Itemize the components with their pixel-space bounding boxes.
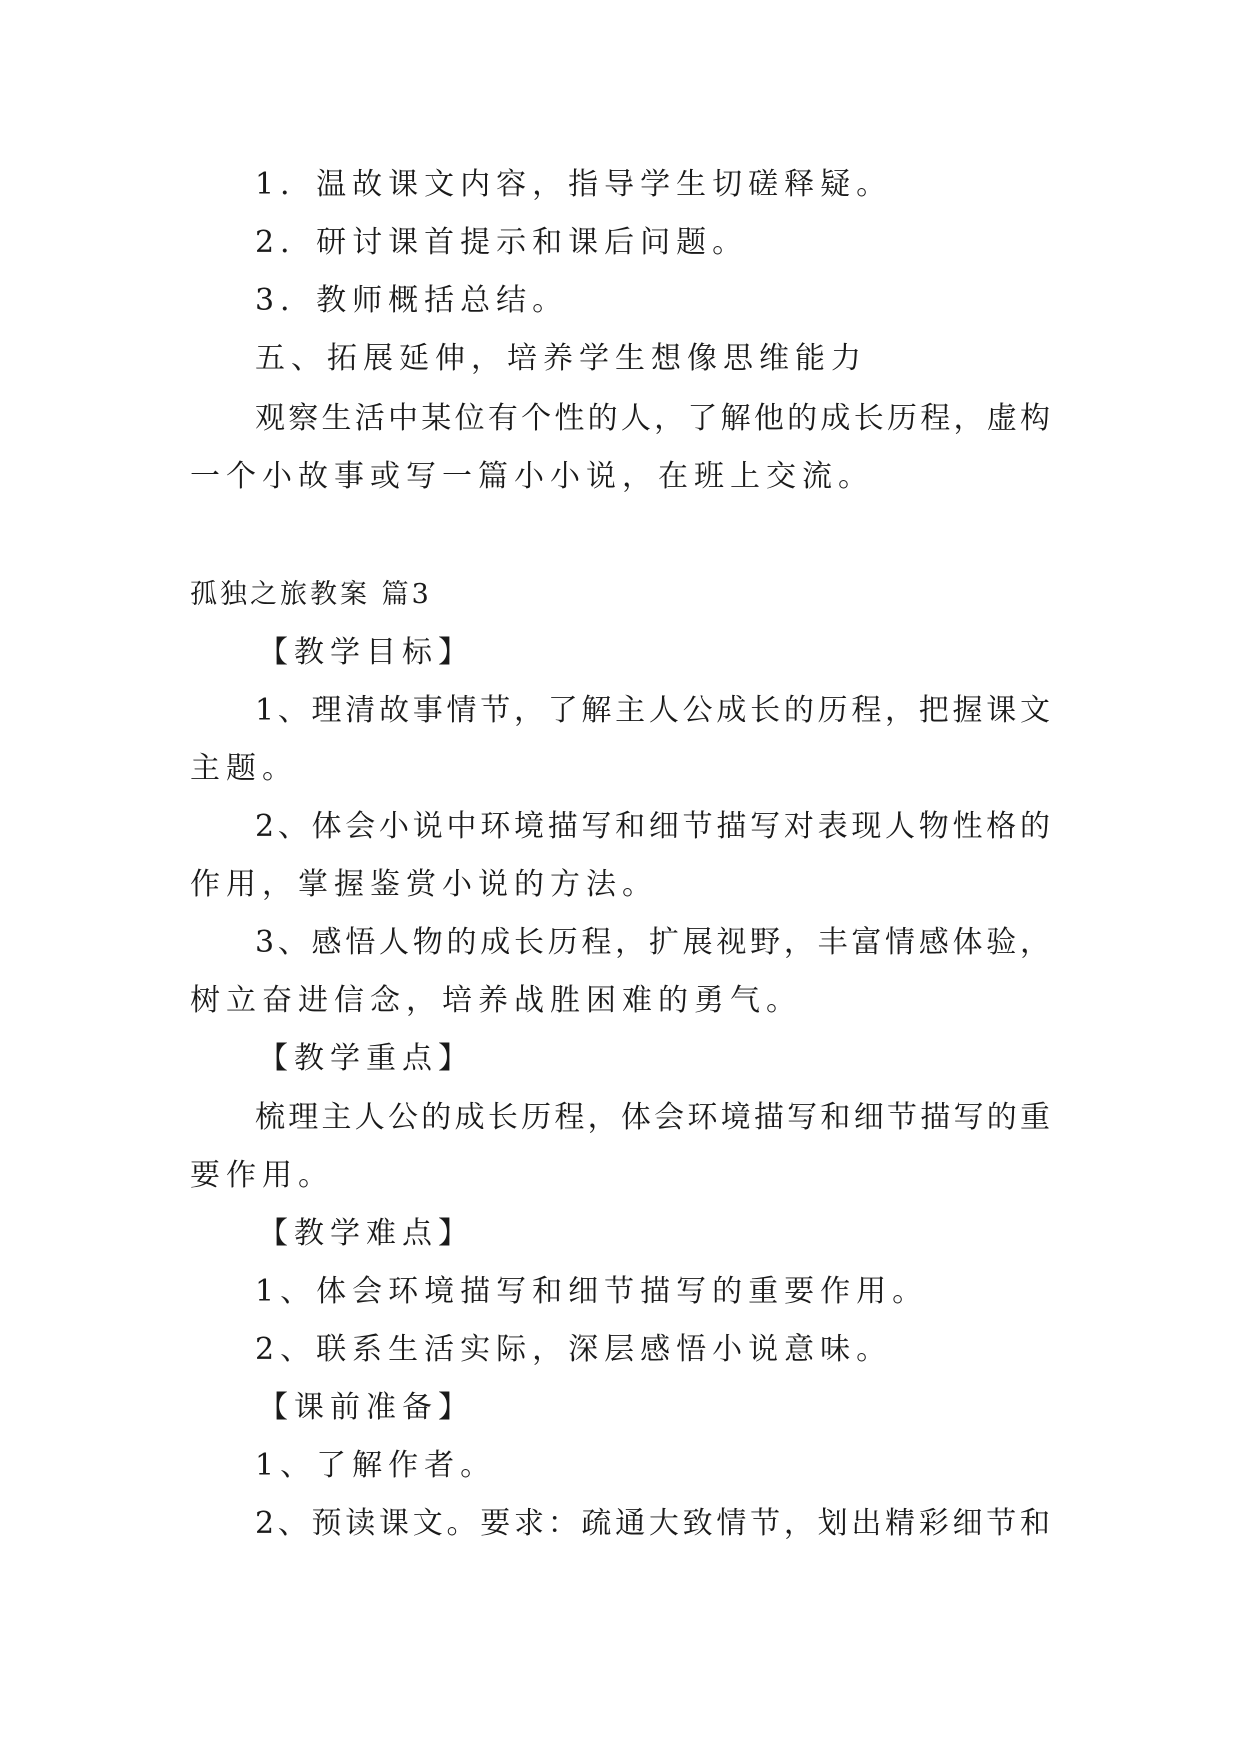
paragraph-line: 观察生活中某位有个性的人，了解他的成长历程，虚构 xyxy=(255,401,1050,436)
section-heading: 【教学重点】 xyxy=(258,1041,474,1076)
paragraph-line: 1、体会环境描写和细节描写的重要作用。 xyxy=(255,1274,929,1309)
section-heading: 【教学目标】 xyxy=(258,635,474,670)
paragraph-line: 作用，掌握鉴赏小说的方法。 xyxy=(190,867,658,902)
paragraph-line: 五、拓展延伸，培养学生想像思维能力 xyxy=(255,341,867,376)
paragraph-line: 梳理主人公的成长历程，体会环境描写和细节描写的重 xyxy=(255,1100,1050,1135)
paragraph-line: 主题。 xyxy=(190,751,298,786)
paragraph-line: 2、预读课文。要求：疏通大致情节，划出精彩细节和 xyxy=(255,1506,1050,1541)
section-heading: 【教学难点】 xyxy=(258,1216,474,1251)
section-heading: 【课前准备】 xyxy=(258,1390,474,1425)
paragraph-line: 1．温故课文内容，指导学生切磋释疑。 xyxy=(255,167,893,202)
paragraph-line: 要作用。 xyxy=(190,1158,334,1193)
paragraph-line: 2．研讨课首提示和课后问题。 xyxy=(255,225,749,260)
paragraph-line: 1、了解作者。 xyxy=(255,1448,497,1483)
paragraph-line: 3、感悟人物的成长历程，扩展视野，丰富情感体验， xyxy=(255,925,1050,960)
paragraph-line: 2、体会小说中环境描写和细节描写对表现人物性格的 xyxy=(255,809,1050,844)
paragraph-line: 树立奋进信念，培养战胜困难的勇气。 xyxy=(190,983,802,1018)
paragraph-line: 一个小故事或写一篇小小说，在班上交流。 xyxy=(190,459,874,494)
section-title: 孤独之旅教案 篇3 xyxy=(190,579,432,610)
paragraph-line: 1、理清故事情节，了解主人公成长的历程，把握课文 xyxy=(255,693,1050,728)
paragraph-line: 3．教师概括总结。 xyxy=(255,283,569,318)
paragraph-line: 2、联系生活实际，深层感悟小说意味。 xyxy=(255,1332,893,1367)
